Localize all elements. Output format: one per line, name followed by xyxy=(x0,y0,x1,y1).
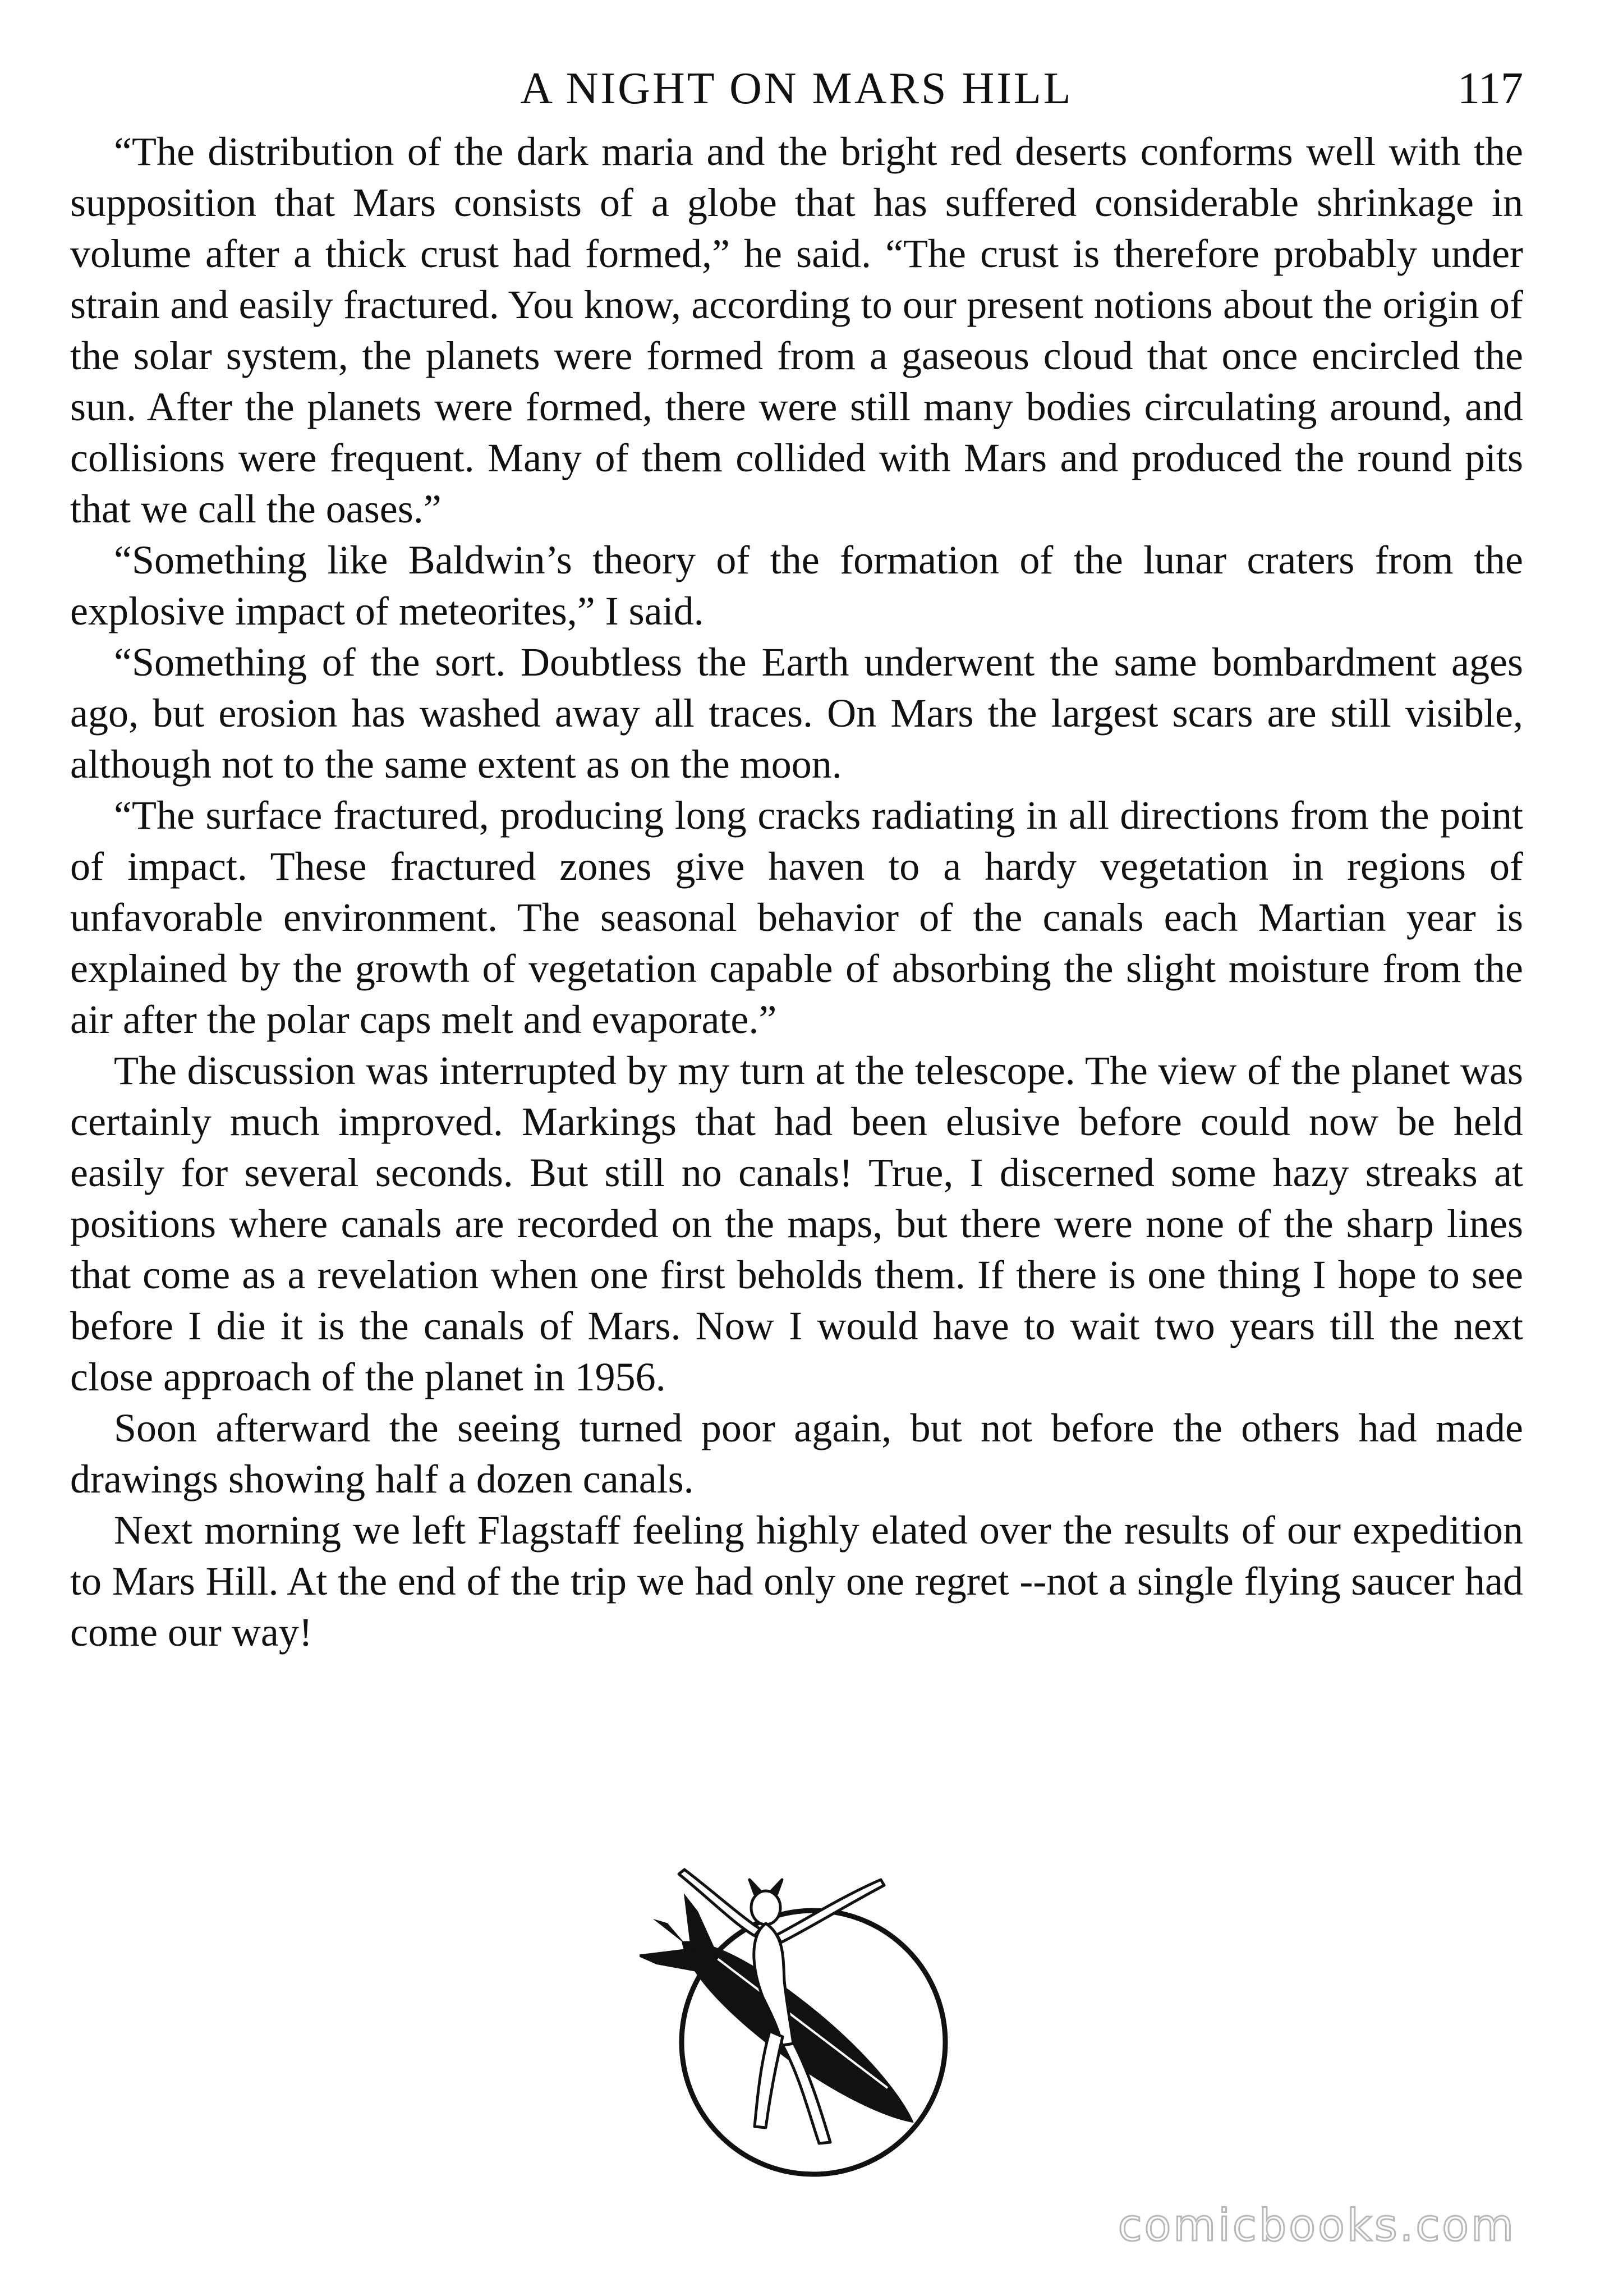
paragraph: “The distribution of the dark maria and the bright red deserts conforms well with the supposition that Mars consists of a globe that has suffered considerable shrinkage in volume after a thick crust had formed,” he said. “The crust is therefore probably under strain and easily fractured. You know, according to our present notions about the origin of the solar system, the planets were formed from a gaseous cloud that once encircled the sun. After the planets were formed, there were still many bodies circulating around, and collisions were frequent. Many of them collided with Mars and produced the round pits that we call the oases.” xyxy=(70,129,1523,531)
body-text xyxy=(70,126,1523,1658)
paragraph: Next morning we left Flagstaff feeling highly elated over the results of our expedition to Mars Hill. At the end of the trip we had only one regret --not a single flying saucer had come our way! xyxy=(70,1508,1523,1655)
page-number: 117 xyxy=(1457,64,1523,113)
paragraph: “Something like Baldwin’s theory of the formation of the lunar craters from the explosive impact of meteorites,” I said. xyxy=(70,538,1523,633)
watermark: comicbooks.com xyxy=(1118,2201,1516,2251)
running-title: A NIGHT ON MARS HILL xyxy=(520,64,1073,113)
paragraph: “Something of the sort. Doubtless the Earth underwent the same bombardment ages ago, but erosion has washed away all traces. On Mars the largest scars are still visible, although not to the same extent as on the moon. xyxy=(70,640,1523,787)
paragraph: “The surface fractured, producing long cracks radiating in all directions from the point of impact. These fractured zones give haven to a hardy vegetation in regions of unfavorable environment. The seasonal behavior of the canals each Martian year is explained by the growth of vegetation capable of absorbing the slight moisture from the air after the polar caps melt and evaporate.” xyxy=(70,793,1523,1042)
running-head xyxy=(70,61,1523,117)
paragraph: The discussion was interrupted by my turn at the telescope. The view of the planet was certainly much improved. Markings that had been elusive before could now be held easily for several seconds. But still no canals! True, I discerned some hazy streaks at positions where canals are recorded on the maps, but there were none of the sharp lines that come as a revelation when one first beholds them. If there is one thing I hope to see before I die it is the canals of Mars. Now I would have to wait two years till the next close approach of the planet in 1956. xyxy=(70,1048,1523,1399)
paragraph: Soon afterward the seeing turned poor again, but not before the others had made drawings showing half a dozen canals. xyxy=(70,1406,1523,1501)
rocket-rider-emblem-icon xyxy=(640,1863,954,2183)
